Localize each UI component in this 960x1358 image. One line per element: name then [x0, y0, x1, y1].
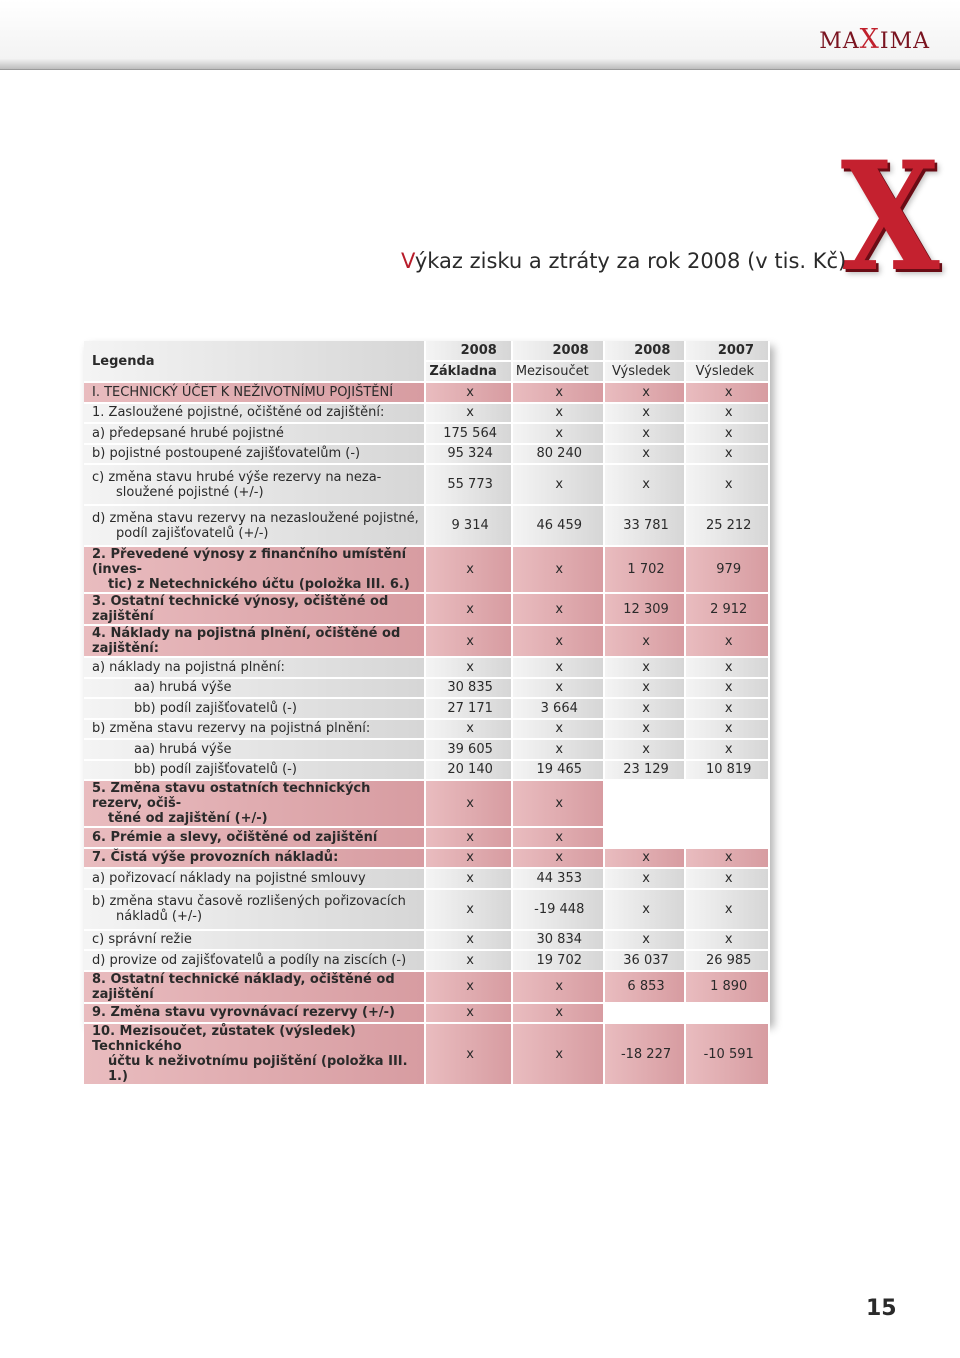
row-label	[84, 445, 426, 466]
value-cell: x	[426, 931, 512, 952]
value-cell	[605, 828, 687, 849]
row-label-line: sloužené pojistné (+/-)	[116, 484, 264, 500]
value-cell: x	[426, 781, 512, 828]
value-cell: x	[686, 626, 770, 658]
row-label-line: 4. Náklady na pojistná plnění, očištěné od zajištění:	[92, 626, 401, 656]
value-cell: x	[686, 465, 770, 506]
value-cell: 25 212	[686, 506, 770, 547]
value-cell: 20 140	[426, 761, 512, 782]
value-cell: x	[605, 383, 687, 404]
value-cell: x	[605, 445, 687, 466]
table-row	[84, 1004, 770, 1025]
value-cell: 3 664	[513, 699, 605, 720]
row-label-line: aa) hrubá výše	[134, 741, 232, 757]
value-cell: x	[513, 658, 605, 679]
row-label-line: těné od zajištění (+/-)	[108, 811, 268, 826]
value-cell: 55 773	[426, 465, 512, 506]
table-row	[84, 679, 770, 700]
value-cell	[686, 828, 770, 849]
row-label	[84, 547, 426, 594]
value-cell: x	[686, 849, 770, 870]
value-cell: x	[605, 404, 687, 425]
row-label	[84, 626, 426, 658]
value-cell: x	[513, 383, 605, 404]
value-cell: x	[686, 699, 770, 720]
value-cell: x	[686, 720, 770, 741]
value-cell: x	[426, 972, 512, 1004]
row-label	[84, 594, 426, 626]
value-cell: x	[426, 658, 512, 679]
value-cell: 30 834	[513, 931, 605, 952]
row-label	[84, 383, 426, 404]
value-cell: x	[513, 781, 605, 828]
row-label-line: aa) hrubá výše	[134, 680, 232, 696]
value-cell: x	[605, 424, 687, 445]
value-cell: x	[513, 828, 605, 849]
value-cell: 19 702	[513, 951, 605, 972]
table-row	[84, 720, 770, 741]
value-cell: x	[686, 445, 770, 466]
value-cell: x	[686, 424, 770, 445]
value-cell: 2 912	[686, 594, 770, 626]
row-label-line: účtu k neživotnímu pojištění (položka III. 1.)	[108, 1054, 408, 1084]
value-cell: x	[686, 679, 770, 700]
row-label-line: bb) podíl zajišťovatelů (-)	[134, 700, 297, 716]
value-cell: x	[426, 828, 512, 849]
value-cell: x	[605, 849, 687, 870]
top-bar	[0, 0, 960, 70]
row-label	[84, 869, 426, 890]
income-statement-table	[84, 341, 770, 1084]
row-label	[84, 679, 426, 700]
value-cell: x	[426, 547, 512, 594]
value-cell: x	[426, 1004, 512, 1025]
table-row	[84, 740, 770, 761]
row-label-line: c) změna stavu hrubé výše rezervy na neza-	[92, 469, 382, 485]
row-label	[84, 465, 426, 506]
value-cell: x	[605, 465, 687, 506]
table-row	[84, 972, 770, 1004]
table-row	[84, 658, 770, 679]
value-cell: -10 591	[686, 1024, 770, 1086]
row-label	[84, 424, 426, 445]
row-label-line: d) změna stavu rezervy na nezasloužené pojistné,	[92, 510, 419, 526]
row-label-line: c) správní režie	[92, 932, 192, 948]
row-label	[84, 720, 426, 741]
value-cell: x	[513, 547, 605, 594]
row-label	[84, 781, 426, 828]
value-cell: x	[513, 720, 605, 741]
value-cell: x	[605, 869, 687, 890]
value-cell: x	[605, 720, 687, 741]
row-label-line: 9. Změna stavu vyrovnávací rezervy (+/-)	[92, 1005, 395, 1021]
value-cell: x	[426, 720, 512, 741]
value-cell: x	[513, 849, 605, 870]
value-cell: x	[605, 931, 687, 952]
value-cell: 19 465	[513, 761, 605, 782]
row-label-line: bb) podíl zajišťovatelů (-)	[134, 762, 297, 778]
value-cell: 9 314	[426, 506, 512, 547]
value-cell: x	[686, 740, 770, 761]
value-cell: 10 819	[686, 761, 770, 782]
row-label-line: tic) z Netechnického účtu (položka III. 6.)	[108, 577, 410, 592]
value-cell: x	[686, 890, 770, 931]
row-label	[84, 740, 426, 761]
table-row	[84, 951, 770, 972]
value-cell: x	[426, 626, 512, 658]
value-cell: x	[426, 383, 512, 404]
row-label	[84, 951, 426, 972]
year-header: 2007	[686, 341, 770, 362]
value-cell: x	[686, 383, 770, 404]
column-header: Mezisoučet	[513, 362, 605, 383]
row-label-line: 7. Čistá výše provozních nákladů:	[92, 850, 339, 866]
value-cell: x	[513, 404, 605, 425]
column-header: Výsledek	[686, 362, 770, 383]
value-cell: 27 171	[426, 699, 512, 720]
row-label	[84, 828, 426, 849]
value-cell: x	[426, 1024, 512, 1086]
value-cell: 30 835	[426, 679, 512, 700]
row-label-line: 8. Ostatní technické náklady, očištěné od zajištění	[92, 971, 395, 1002]
column-header: Základna	[426, 362, 512, 383]
page-number: 15	[866, 1296, 897, 1321]
value-cell: x	[605, 658, 687, 679]
value-cell: 36 037	[605, 951, 687, 972]
value-cell: x	[605, 890, 687, 931]
row-label-line: a) předepsané hrubé pojistné	[92, 425, 284, 441]
row-label-line: podíl zajišťovatelů (+/-)	[116, 525, 269, 541]
value-cell: x	[513, 679, 605, 700]
value-cell: x	[605, 626, 687, 658]
value-cell: 979	[686, 547, 770, 594]
table-row	[84, 699, 770, 720]
row-label	[84, 890, 426, 931]
row-label-line: d) provize od zajišťovatelů a podíly na ziscích (-)	[92, 952, 407, 968]
table-row	[84, 506, 770, 547]
table-row	[84, 626, 770, 658]
year-header: 2008	[426, 341, 512, 362]
column-header: Výsledek	[605, 362, 687, 383]
value-cell: x	[426, 594, 512, 626]
value-cell	[605, 781, 687, 828]
value-cell: x	[686, 931, 770, 952]
value-cell: x	[686, 658, 770, 679]
row-label	[84, 404, 426, 425]
page-title: Výkaz zisku a ztráty za rok 2008 (v tis. Kč)	[401, 249, 847, 273]
value-cell: x	[605, 679, 687, 700]
row-label-line: 3. Ostatní technické výnosy, očištěné od zajištění	[92, 594, 389, 624]
value-cell: -19 448	[513, 890, 605, 931]
decorative-x-logo: X	[840, 129, 940, 305]
table-row	[84, 761, 770, 782]
table-row	[84, 1024, 770, 1086]
row-label-line: b) změna stavu rezervy na pojistná plnění:	[92, 721, 371, 737]
row-label-line: 2. Převedené výnosy z finančního umístění (inves-	[92, 547, 407, 577]
maxima-logo: MAXIMA	[819, 24, 930, 55]
table-row	[84, 849, 770, 870]
value-cell: x	[513, 740, 605, 761]
row-label-line: b) změna stavu časově rozlišených pořizovacích	[92, 894, 406, 909]
value-cell	[686, 1004, 770, 1025]
value-cell: 6 853	[605, 972, 687, 1004]
table-row	[84, 869, 770, 890]
table-row	[84, 465, 770, 506]
table-row	[84, 890, 770, 931]
table-row	[84, 594, 770, 626]
header-years-row	[84, 341, 770, 362]
value-cell: 1 702	[605, 547, 687, 594]
row-label-line: 1. Zasloužené pojistné, očištěné od zajištění:	[92, 405, 385, 421]
row-label-line: a) pořizovací náklady na pojistné smlouvy	[92, 870, 366, 886]
value-cell	[605, 1004, 687, 1025]
value-cell: 33 781	[605, 506, 687, 547]
row-label	[84, 1024, 426, 1086]
value-cell: x	[513, 465, 605, 506]
table-row	[84, 404, 770, 425]
row-label-line: 10. Mezisoučet, zůstatek (výsledek) Technického	[92, 1024, 356, 1054]
value-cell: x	[426, 849, 512, 870]
row-label	[84, 931, 426, 952]
value-cell: 39 605	[426, 740, 512, 761]
row-label-line: b) pojistné postoupené zajišťovatelům (-)	[92, 446, 361, 462]
value-cell: 44 353	[513, 869, 605, 890]
table-row	[84, 383, 770, 404]
value-cell: 46 459	[513, 506, 605, 547]
value-cell: x	[426, 951, 512, 972]
value-cell: x	[513, 424, 605, 445]
value-cell: 80 240	[513, 445, 605, 466]
row-label	[84, 849, 426, 870]
row-label-line: I. TECHNICKÝ ÚČET K NEŽIVOTNÍMU POJIŠTĚNÍ	[92, 384, 394, 400]
table-row	[84, 547, 770, 594]
value-cell: 26 985	[686, 951, 770, 972]
row-label	[84, 699, 426, 720]
row-label	[84, 761, 426, 782]
value-cell: 23 129	[605, 761, 687, 782]
value-cell	[686, 781, 770, 828]
row-label-line: 6. Prémie a slevy, očištěné od zajištění	[92, 829, 378, 845]
year-header: 2008	[513, 341, 605, 362]
legend-label: Legenda	[84, 341, 426, 383]
row-label-line: nákladů (+/-)	[116, 909, 203, 924]
value-cell: x	[426, 890, 512, 931]
value-cell: x	[513, 626, 605, 658]
value-cell: x	[605, 699, 687, 720]
row-label	[84, 658, 426, 679]
row-label	[84, 972, 426, 1004]
value-cell: 1 890	[686, 972, 770, 1004]
value-cell: x	[605, 740, 687, 761]
value-cell: x	[513, 1024, 605, 1086]
row-label	[84, 1004, 426, 1025]
row-label-line: 5. Změna stavu ostatních technických rezerv, očiš-	[92, 781, 371, 811]
value-cell: -18 227	[605, 1024, 687, 1086]
value-cell: x	[426, 404, 512, 425]
value-cell: x	[686, 404, 770, 425]
year-header: 2008	[605, 341, 687, 362]
table-row	[84, 781, 770, 828]
row-label-line: a) náklady na pojistná plnění:	[92, 659, 285, 675]
value-cell: 12 309	[605, 594, 687, 626]
value-cell: x	[686, 869, 770, 890]
row-label	[84, 506, 426, 547]
value-cell: x	[513, 1004, 605, 1025]
table-row	[84, 424, 770, 445]
value-cell: x	[513, 972, 605, 1004]
table-row	[84, 445, 770, 466]
value-cell: x	[426, 869, 512, 890]
value-cell: 175 564	[426, 424, 512, 445]
table-row	[84, 931, 770, 952]
value-cell: x	[513, 594, 605, 626]
table-row	[84, 828, 770, 849]
value-cell: 95 324	[426, 445, 512, 466]
